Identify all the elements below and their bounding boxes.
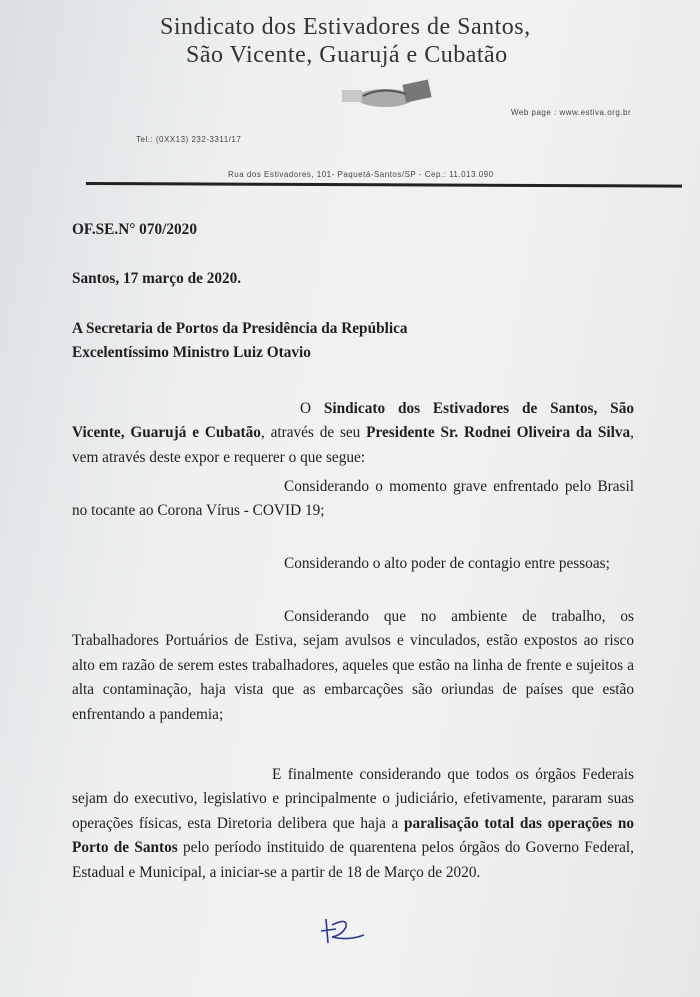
text: pelo período instituido de quarentena pelos órgãos do Governo Federal, Estadual e Municipal, a iniciar-se a partir de 18 de Março de 2020. [72, 839, 634, 881]
text: E finalmente considerando que todos os órgãos Federais sejam do executivo, legislativo e principalmente o judiciário, efetivamente, pararam suas operações físicas, esta Diretoria delibera que haja a [72, 766, 634, 832]
address: Rua dos Estivadores, 101- Paquetá-Santos/SP - Cep.: 11.013.090 [228, 170, 494, 179]
paragraph-workplace: Considerando que no ambiente de trabalho, os Trabalhadores Portuários de Estiva, sejam avulsos e vinculados, estão expostos ao risco alto em razão de serem estes trabalhadores, aqueles que estão na linha de frente e sujeitos a alta contaminação, haja vista que as embarcações são oriundas de países que estão enfrentando a pandemia; [72, 608, 634, 723]
web-page: Web page : www.estiva.org.br [511, 108, 632, 117]
paragraph-covid: Considerando o momento grave enfrentado pelo Brasil no tocante ao Corona Vírus - COVID 19; [72, 478, 634, 520]
paragraph-resolution [72, 763, 634, 885]
recipient-line1: A Secretaria de Portos da Presidência da República [72, 320, 408, 337]
paragraph-intro [72, 397, 634, 470]
org-name-line2: São Vicente, Guarujá e Cubatão [186, 42, 508, 68]
org-name-line1: Sindicato dos Estivadores de Santos, [160, 14, 531, 40]
text: , através de seu [260, 424, 367, 442]
union-name: Sindicato dos Estivadores de Santos, São Vicente, Guarujá e Cubatão [72, 400, 634, 442]
reference-number: OF.SE.N° 070/2020 [72, 221, 197, 238]
text: O [300, 400, 324, 417]
strike-statement: paralisação total das operações no Porto de Santos [72, 814, 634, 857]
handshake-icon [338, 78, 433, 114]
paragraph-contagion: Considerando o alto poder de contagio entre pessoas; [284, 555, 610, 572]
text: , vem através deste expor e requerer o que segue: [72, 424, 634, 466]
date-line: Santos, 17 março de 2020. [72, 270, 242, 287]
president-name: Presidente Sr. Rodnei Oliveira da Silva [366, 424, 631, 442]
header-divider [86, 182, 682, 188]
signature-icon [318, 915, 368, 945]
telephone: Tel.: (0XX13) 232-3311/17 [136, 135, 242, 144]
recipient-line2: Excelentíssimo Ministro Luiz Otavio [72, 344, 311, 361]
